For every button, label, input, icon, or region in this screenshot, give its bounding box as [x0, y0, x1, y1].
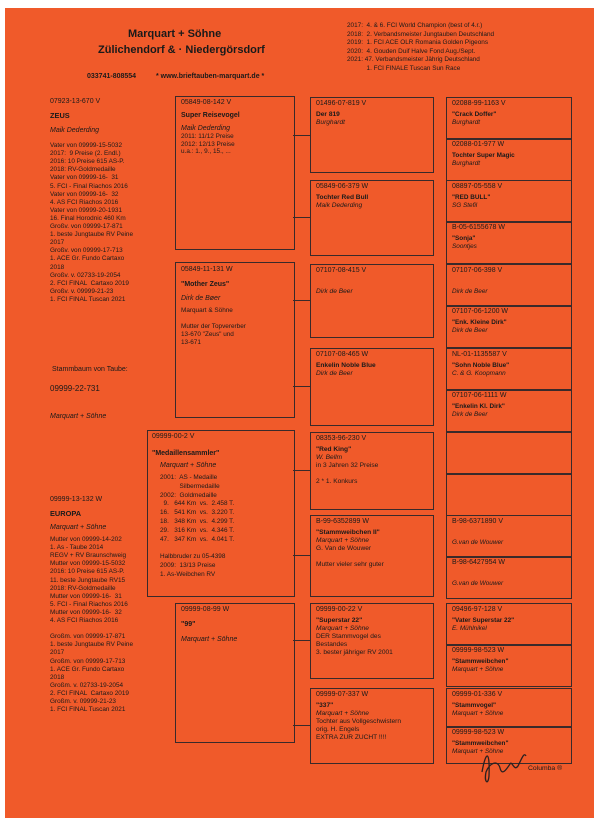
gen3-note-line: orig. H. Engels	[316, 726, 360, 733]
subject2-note-line: 2017	[50, 649, 65, 657]
gen3-note-line: in 3 Jahren 32 Preise	[316, 462, 379, 469]
gen2-ring-3: 09999-00-2 V	[152, 433, 195, 440]
gen3-ring: 05849-06-379 W	[316, 183, 369, 190]
subject1-note-line: Vater von 09999-16- 31	[50, 174, 119, 182]
gen3-breeder: W. Bellm	[316, 454, 343, 461]
gen4-ring: 02088-01-977 W	[452, 141, 505, 148]
gen3-note-line: G. Van de Wouwer	[316, 545, 372, 552]
subject2-note-line: Mutter von 09999-15-5032	[50, 560, 126, 568]
gen3-note-line: Bestandes	[316, 641, 348, 648]
subject1-note-line: 2018	[50, 263, 65, 271]
subject1-breeder: Maik Dederding	[50, 127, 100, 134]
gen3-box-5	[310, 432, 434, 510]
gen4-name: "Sohn Noble Blue"	[452, 362, 510, 369]
gen4-breeder: G.van de Wouwer	[452, 539, 504, 546]
gen3-name: "Stammweibchen II"	[316, 529, 380, 536]
connector	[293, 300, 310, 301]
gen4-ring: B-98-6427954 W	[452, 559, 505, 566]
gen4-name: "Vater Superstar 22"	[452, 617, 515, 624]
gen2-note-line: 2002: Goldmedaille	[160, 491, 217, 499]
achievement-line: 1. FCI FINALE Tuscan Sun Race	[347, 65, 461, 72]
subject2-note-line: 1. As - Taube 2014	[50, 544, 104, 552]
header-title: Marquart + Söhne	[128, 28, 222, 40]
subject2-ring: 09999-13-132 W	[50, 496, 103, 503]
subject2-note-line: Großm. v. 02733-19-2054	[50, 681, 124, 689]
subject2-note-line: Mutter von 09999-14-202	[50, 536, 122, 543]
header-website: * www.brieftauben-marquart.de *	[156, 73, 265, 80]
gen2-note-line: Silbermedaille	[160, 482, 220, 490]
subject1-note-line: 2018: RV-Goldmedaille	[50, 166, 116, 174]
gen2-note-line: Halbbruder zu 05-4398	[160, 553, 226, 561]
subject2-note-line: 4. AS FCI Riachos 2016	[50, 617, 119, 624]
gen4-name: "Crack Doffer"	[452, 111, 497, 118]
subject1-note-line: Vater von 09999-16- 32	[50, 190, 119, 198]
subject2-breeder: Marquart + Söhne	[50, 524, 107, 531]
gen4-ring: 07107-06-1200 W	[452, 308, 509, 315]
subject1-name: ZEUS	[50, 111, 70, 120]
connector	[293, 640, 310, 641]
gen3-note-line: EXTRA ZUR ZUCHT !!!!	[316, 734, 387, 741]
gen3-name: "Superstar 22"	[316, 617, 363, 624]
pedigree-label: Stammbaum von Taube:	[52, 366, 128, 373]
gen4-box-10	[446, 473, 572, 516]
subject2-note-line: 1. FCI FINAL Tuscan 2021	[50, 706, 126, 714]
gen3-ring: 01496-07-819 V	[316, 100, 367, 107]
gen4-name: "RED BULL"	[452, 194, 491, 201]
achievement-line: 2019: 1. FCI ACE OLR Romania Golden Pigeons	[347, 39, 489, 47]
gen2-note-line: Mutter der Topvererber	[181, 323, 246, 330]
gen3-box-2	[310, 180, 434, 256]
connector	[293, 135, 310, 136]
subject2-note-line: 1. beste Jungtaube RV Peine	[50, 641, 134, 649]
gen2-note-line: 2001: AS - Medaille	[160, 474, 218, 481]
subject2-note-line: 2. FCI FINAL Cartaxo 2019	[50, 689, 129, 697]
gen3-note-line: Mutter vieler sehr guter	[316, 561, 384, 568]
gen4-ring: 09999-98-523 W	[452, 729, 505, 736]
subject1-note-line: Großv. v. 02733-19-2054	[50, 271, 121, 279]
gen3-breeder: Dirk de Beer	[316, 370, 353, 377]
gen3-breeder: Marquart + Söhne	[316, 625, 369, 632]
subject2-note-line: 11. beste Jungtaube RV15	[50, 576, 126, 584]
gen2-breeder-1: Maik Dederding	[181, 125, 231, 132]
subject1-note-line: 2017: 9 Preise (2. Endl.)	[50, 150, 121, 158]
gen3-name: "337"	[316, 702, 334, 709]
gen4-ring: 07107-06-1111 W	[452, 392, 507, 399]
gen2-note-line: 47. 347 Km vs. 4.041 T.	[160, 535, 235, 543]
gen2-ring-2: 05849-11-131 W	[181, 266, 233, 273]
gen4-breeder: Burghardt	[452, 119, 481, 126]
gen4-ring: 07107-06-398 V	[452, 267, 503, 274]
gen3-name: Enkelin Noble Blue	[316, 362, 376, 369]
gen3-ring: 07107-08-465 W	[316, 351, 369, 358]
pedigree-owner: Marquart + Söhne	[50, 413, 107, 420]
subject2-note-line: Großm. von 09999-17-871	[50, 633, 126, 641]
gen4-name: "Sonja"	[452, 235, 476, 242]
subject1-note-line: Großv. von 09999-17-871	[50, 223, 123, 230]
subject1-note-line: Vater von 09999-15-5032	[50, 142, 123, 149]
gen3-note-line: DER Stammvogel des	[316, 633, 381, 640]
gen4-name: "Enk. Kleine Dirk"	[452, 319, 507, 326]
subject1-note-line: 16. Final Horodnic 460 Km	[50, 214, 126, 222]
gen4-ring: 02088-99-1163 V	[452, 100, 506, 107]
gen4-name: "Stammweibchen"	[452, 740, 509, 747]
gen2-breeder-4: Marquart + Söhne	[181, 636, 238, 643]
gen4-name: "Stammweibchen"	[452, 658, 509, 665]
gen2-breeder-2: Dirk de Bøer	[181, 295, 221, 302]
gen4-box-9	[446, 432, 572, 475]
subject1-note-line: Großv. v. 09999-21-23	[50, 287, 114, 295]
gen4-ring: 08897-05-558 V	[452, 183, 503, 190]
gen2-ring-1: 05849-08-142 V	[181, 99, 232, 106]
gen2-note-line: 13-670 "Zeus" und	[181, 331, 234, 338]
gen2-note-line: u.a.: 1., 9., 15., ...	[181, 148, 231, 156]
gen2-name-2: "Mother Zeus"	[181, 281, 230, 288]
gen4-ring: 09999-01-336 V	[452, 691, 503, 698]
subject2-note-line: Großm. v. 09999-21-23	[50, 698, 116, 705]
gen2-note-line: 9. 644 Km vs. 2.458 T.	[160, 500, 235, 508]
gen3-ring: 08353-96-230 V	[316, 435, 367, 442]
subject2-note-line: Großm. von 09999-17-713	[50, 657, 126, 665]
subject2-note-line: 2018	[50, 673, 65, 681]
gen2-name-1: Super Reisevogel	[181, 112, 240, 119]
gen4-ring: 09496-97-128 V	[452, 606, 503, 613]
gen2-breeder-3: Marquart + Söhne	[160, 462, 217, 469]
gen4-ring: B-98-6371890 V	[452, 518, 503, 525]
subject2-note-line: 1. ACE Gr. Fundo Cartaxo	[50, 665, 125, 673]
subject1-note-line: Vater von 09999-20-1931	[50, 206, 123, 214]
gen4-breeder: Marquart + Söhne	[452, 710, 504, 717]
connector	[293, 217, 310, 218]
gen2-note-line: 1. As-Weibchen RV	[160, 570, 216, 578]
gen3-name: "Red King"	[316, 446, 352, 453]
subject1-note-line: 1. beste Jungtaube RV Peine	[50, 231, 134, 239]
gen2-note-line: 29. 316 Km vs. 4.346 T.	[160, 526, 235, 534]
gen2-ring-4: 09999-08-99 W	[181, 606, 230, 613]
gen3-box-1	[310, 97, 434, 173]
gen2-note-line: 13-671	[181, 339, 201, 346]
header-locations: Zülichendorf & · Niedergörsdorf	[98, 44, 265, 56]
header-phone: 033741-808554	[87, 73, 137, 80]
gen3-name: Tochter Red Bull	[316, 194, 369, 201]
subject2-note-line: 5. FCI - Final Riachos 2016	[50, 600, 128, 608]
gen3-name: Der 819	[316, 111, 340, 118]
gen2-name-3: "Medaillensammler"	[152, 450, 220, 457]
achievement-line: 2018: 2. Verbandsmeister Jungtauben Deutschland	[347, 30, 495, 38]
subject2-note-line: 2018: RV-Goldmedaille	[50, 584, 116, 592]
gen4-name: "Stammvogel"	[452, 702, 497, 709]
gen4-ring: B-05-6155678 W	[452, 224, 505, 231]
gen2-note-line: 2009: 13/13 Preise	[160, 562, 216, 569]
achievement-line: 2021: 47. Verbandsmeister Jährig Deutschland	[347, 56, 480, 64]
gen4-ring: 09999-98-523 W	[452, 647, 505, 654]
gen3-ring: 09999-00-22 V	[316, 606, 363, 613]
gen2-note-line: 18. 348 Km vs. 4.299 T.	[160, 518, 235, 525]
connector	[293, 470, 310, 471]
gen4-breeder: Marquart + Söhne	[452, 666, 504, 673]
subject2-note-line: Mutter von 09999-16- 32	[50, 608, 122, 616]
gen4-name: Tochter Super Magic	[452, 152, 515, 159]
subject1-note-line: 1. FCI FINAL Tuscan 2021	[50, 295, 126, 303]
gen4-breeder: G.van de Wouwer	[452, 580, 504, 587]
gen4-breeder: Dirk de Beer	[452, 411, 488, 418]
gen2-note-line: 16. 541 Km vs. 3.220 T.	[160, 509, 235, 517]
connector	[293, 386, 310, 387]
gen3-box-4	[310, 348, 434, 426]
gen3-breeder: Marquart + Söhne	[316, 710, 369, 717]
gen3-ring: 09999-07-337 W	[316, 691, 369, 698]
gen3-breeder: Burghardt	[316, 119, 345, 126]
subject1-note-line: 2. FCI FINAL Cartaxo 2019	[50, 279, 129, 287]
subject2-note-line: REGV + RV Braunschweig	[50, 552, 127, 560]
gen4-breeder: Burghardt	[452, 160, 481, 167]
gen4-breeder: Soontjes	[452, 243, 477, 250]
gen2-note-line: 2011: 11/12 Preise	[181, 133, 234, 140]
gen4-ring: NL-01-1135587 V	[452, 351, 507, 358]
gen4-breeder: Dirk de Beer	[452, 288, 488, 295]
gen2-note-line: Marquart & Söhne	[181, 307, 233, 314]
gen2-name-4: "99"	[181, 621, 196, 628]
achievement-line: 2020: 4. Gouden Duif Halve Fond Aug./Sept.	[347, 47, 476, 55]
subject1-note-line: 2016: 10 Preise 615 AS-P.	[50, 158, 125, 166]
subject1-note-line: 4. AS FCI Riachos 2016	[50, 198, 119, 206]
gen3-ring: B-99-6352899 W	[316, 518, 369, 525]
gen4-breeder: E. Mühlnikel	[452, 625, 487, 632]
gen4-breeder: SG Stefil	[452, 202, 478, 209]
subject1-note-line: 1. ACE Gr. Fundo Cartaxo	[50, 255, 125, 263]
gen4-breeder: Dirk de Beer	[452, 327, 488, 334]
gen4-breeder: Marquart + Söhne	[452, 748, 504, 755]
subject2-note-line: 2016: 10 Preise 615 AS-P.	[50, 568, 125, 576]
subject1-note-line: Großv. von 09999-17-713	[50, 247, 123, 255]
gen3-breeder: Marquart + Söhne	[316, 537, 369, 544]
achievement-line: 2017: 4. & 6. FCI World Champion (best of 4.r.)	[347, 22, 483, 29]
gen3-note-line: Tochter aus Vollgeschwistern	[316, 718, 402, 725]
gen2-note-line: 2012: 12/13 Preise	[181, 140, 235, 148]
gen3-box-3	[310, 264, 434, 338]
pedigree-ring: 09999-22-731	[50, 384, 100, 393]
subject2-name: EUROPA	[50, 509, 82, 518]
gen4-name: "Enkelin Kl. Dirk"	[452, 403, 505, 410]
gen3-box-6	[310, 515, 434, 597]
subject1-note-line: 2017	[50, 239, 65, 247]
connector	[293, 725, 310, 726]
gen3-breeder: Maik Dederding	[316, 202, 363, 209]
connector	[293, 555, 310, 556]
subject1-ring: 07923-13-670 V	[50, 98, 101, 105]
subject1-note-line: 5. FCI - Final Riachos 2016	[50, 182, 128, 190]
gen3-note-line: 3. bester jähriger RV 2001	[316, 649, 393, 656]
gen4-breeder: C. & G. Koopmann	[452, 370, 506, 377]
gen3-ring: 07107-08-415 V	[316, 267, 367, 274]
gen3-breeder: Dirk de Beer	[316, 288, 353, 295]
footer-brand: Columba ®	[528, 765, 563, 772]
subject2-note-line: Mutter von 09999-16- 31	[50, 592, 122, 600]
gen3-note-line: 2 * 1. Konkurs	[316, 478, 358, 485]
